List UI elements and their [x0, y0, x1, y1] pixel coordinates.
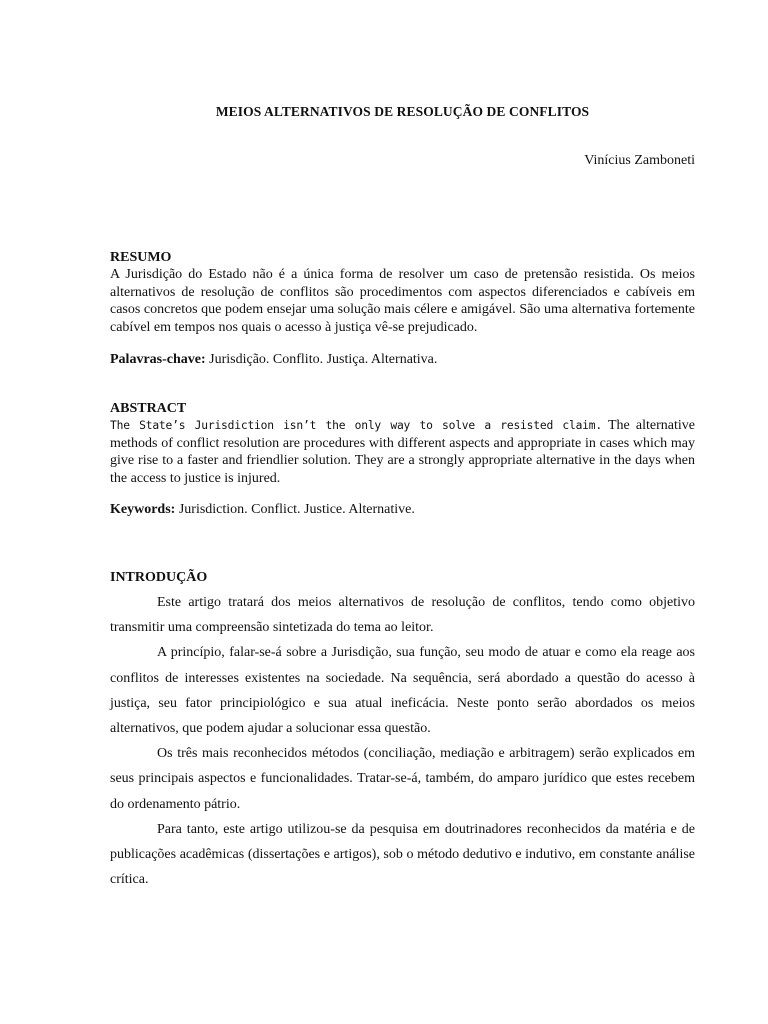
- introducao-heading: INTRODUÇÃO: [110, 570, 208, 585]
- keywords-line: [110, 501, 695, 518]
- author-name: Vinícius Zamboneti: [584, 153, 695, 168]
- keywords-value: Jurisdiction. Conflict. Justice. Alternative.: [175, 502, 415, 517]
- resumo-text: A Jurisdição do Estado não é a única forma de resolver um caso de pretensão resistida. Os meios alternativos de resolução de conflitos são procedimentos com aspectos diferenciados e cabíveis em casos concretos que podem ensejar uma solução mais célere e amigável. São uma alternativa fortemente cabível em tempos nos quais o acesso à justiça vê-se prejudicado.: [110, 267, 695, 335]
- document-title: MEIOS ALTERNATIVOS DE RESOLUÇÃO DE CONFLITOS: [215, 104, 590, 119]
- abstract-first-sentence: The State’s Jurisdiction isn’t the only way to solve a resisted claim.: [110, 419, 602, 432]
- introducao-paragraph: A princípio, falar-se-á sobre a Jurisdição, sua função, seu modo de atuar e como ela reage aos conflitos de interesses existentes na sociedade. Na sequência, será abordado a questão do acesso à justiça, seu fator principiológico e sua atual ineficácia. Neste ponto serão abordados os meios alternativos, que podem ajudar a solucionar essa questão.: [110, 645, 695, 737]
- abstract-rest: The alternative methods of conflict resolution are procedures with different aspects and appropriate in cases which may give rise to a faster and friendlier solution. They are a strongly appropriate alternative in the days when the access to justice is injured.: [110, 418, 696, 486]
- resumo-heading: RESUMO: [110, 250, 172, 265]
- abstract-section: [110, 400, 695, 487]
- abstract-heading: ABSTRACT: [110, 401, 187, 416]
- document-page: [110, 0, 695, 1024]
- abstract-text: [110, 417, 695, 487]
- palavras-chave-line: [110, 351, 695, 368]
- introducao-section: [110, 569, 695, 892]
- introducao-paragraph: Os três mais reconhecidos métodos (conciliação, mediação e arbitragem) serão explicados em seus principais aspectos e funcionalidades. Tratar-se-á, também, do amparo jurídico que estes recebem do ordenamento pátrio.: [110, 746, 695, 812]
- introducao-paragraph: Este artigo tratará dos meios alternativos de resolução de conflitos, tendo como objetivo transmitir uma compreensão sintetizada do tema ao leitor.: [110, 595, 695, 636]
- introducao-paragraph: Para tanto, este artigo utilizou-se da pesquisa em doutrinadores reconhecidos da matéria e de publicações acadêmicas (dissertações e artigos), sob o método dedutivo e indutivo, em constante análise crítica.: [110, 821, 695, 888]
- keywords-label: Keywords:: [110, 502, 176, 517]
- resumo-section: [110, 249, 695, 336]
- palavras-chave-label: Palavras-chave:: [110, 352, 206, 367]
- palavras-chave-value: Jurisdição. Conflito. Justiça. Alternativa.: [205, 352, 438, 367]
